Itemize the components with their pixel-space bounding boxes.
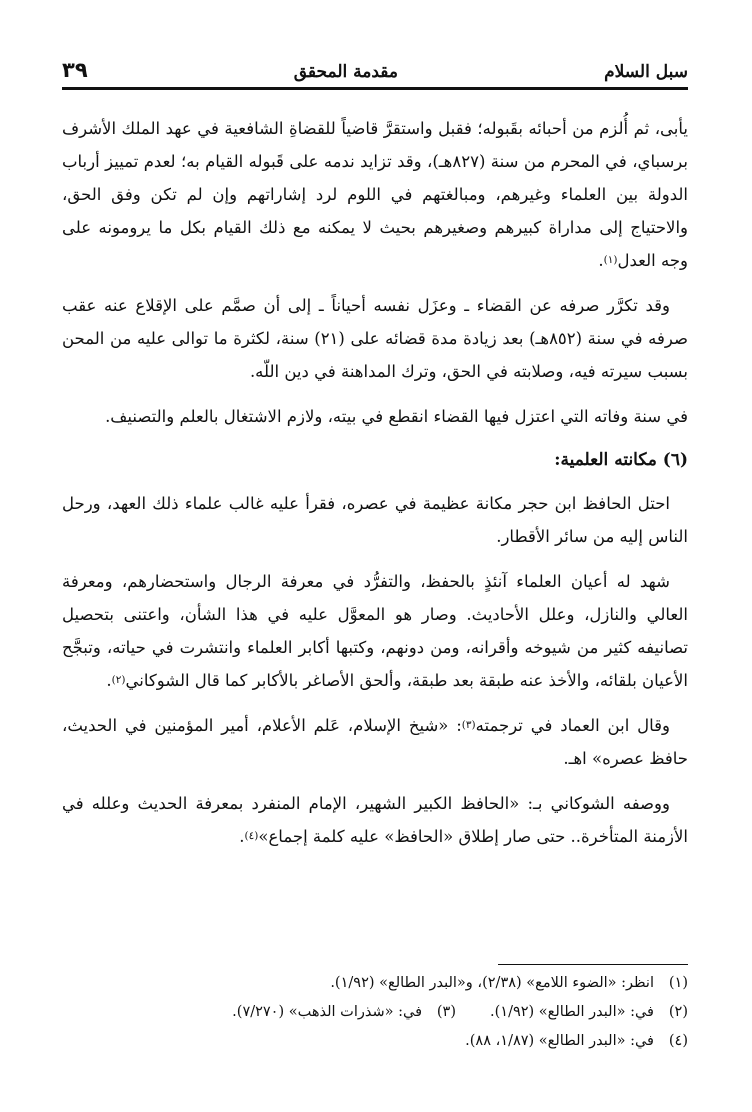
- paragraph-2: وقد تكرَّر صرفه عن القضاء ـ وعزَل نفسه أحياناً ـ إلى أن صمَّم على الإقلاع عنه عقب صرفه في سنة (٨٥٢هـ) بعد زيادة مدة قضائه على (٢١) سنة، لكثرة ما توالى عليه من المحن بسبب سيرته فيه، وصلابته في الحق، وترك المداهنة في دين اللّه.: [62, 296, 689, 381]
- footnote-4-number: (٤): [668, 1033, 688, 1049]
- footnotes: [62, 969, 688, 1056]
- paragraph-6-text-b: : «شيخ الإسلام، عَلم الأعلام، أمير المؤمنين في الحديث، حافظ عصره» اهـ.: [62, 716, 688, 768]
- footnote-2-number: (٢): [668, 1004, 688, 1020]
- running-head-chapter: مقدمة المحقق: [293, 62, 398, 82]
- footnote-rule: [498, 964, 688, 965]
- footnote-ref-4: (٤): [244, 830, 259, 842]
- header-rule: [62, 87, 688, 90]
- footnote-2-3: [62, 998, 688, 1027]
- paragraph-6-text-a: وقال ابن العماد في ترجمته: [475, 716, 670, 735]
- footnote-3-number: (٣): [436, 1004, 456, 1020]
- footnote-ref-2: (٢): [111, 674, 126, 686]
- footnote-1-text: انظر: «الضوء اللامع» (٢/٣٨)، و«البدر الطالع» (١/٩٢).: [330, 975, 654, 991]
- paragraph-7-end: .: [239, 827, 245, 846]
- footnote-ref-1: (١): [603, 254, 618, 266]
- footnote-1-number: (١): [668, 975, 688, 991]
- paragraph-3: في سنة وفاته التي اعتزل فيها القضاء انقطع في بيته، ولازم الاشتغال بالعلم والتصنيف.: [105, 407, 688, 426]
- paragraph-4: احتل الحافظ ابن حجر مكانة عظيمة في عصره، فقرأ عليه غالب علماء ذلك العهد، ورحل الناس إليه من سائر الأقطار.: [62, 494, 688, 546]
- paragraph-5-text: شهد له أعيان العلماء آنئذٍ بالحفظ، والتفرُّد في معرفة الرجال واستحضارهم، ومعرفة العالي والنازل، وعلل الأحاديث. وصار هو المعوَّل عليه في هذا الشأن، واعتنى بتحصيل تصانيفه كثير من شيوخه وأقرانه، ومن دونهم، وكتبها أكابر العلماء وانتشرت في حياته، وتبجَّح الأعيان بلقائه، والأخذ عنه طبقة بعد طبقة، وألحق الأصاغر بالأكابر كما قال الشوكاني: [62, 572, 688, 690]
- running-head-book-title: سبل السلام: [604, 62, 688, 82]
- paragraph-1: يأبى، ثم أُلزم من أحبائه بقَبوله؛ فقبل واستقرَّ قاضياً للقضاةِ الشافعية في عهد الملك الأشرف برسباي، في المحرم من سنة (٨٢٧هـ)، وقد تزايد ندمه على قَبوله القيام به؛ لعدم تمييز أرباب الدولة بين العلماء وغيرهم، ومبالغتهم في اللوم لرد إشاراتهم وإن لم تكن وفق الحق، والاحتياج إلى مداراة كبيرهم وصغيرهم بحيث لا يمكنه مع ذلك القيام بكل ما يرومونه على وجه العدل$^{(١)}$.: [62, 119, 689, 270]
- paragraph-5: شهد له أعيان العلماء آنئذٍ بالحفظ، والتفرُّد في معرفة الرجال واستحضارهم، ومعرفة العالي والنازل، وعلل الأحاديث. وصار هو المعوَّل عليه في هذا الشأن، واعتنى بتحصيل تصانيفه كثير من شيوخه وأقرانه، ومن دونهم، وكتبها أكابر العلماء وانتشرت في حياته، وتبجَّح الأعيان بلقائه، والأخذ عنه طبقة بعد طبقة، وألحق الأصاغر بالأكابر كما قال الشوكاني$^{(٢)}$.: [62, 572, 688, 690]
- paragraph-6: [62, 709, 688, 775]
- paragraph-7-text: ووصفه الشوكاني بـ: «الحافظ الكبير الشهير، الإمام المنفرد بمعرفة الحديث وعلله في الأزمنة المتأخرة.. حتى صار إطلاق «الحافظ» عليه كلمة إجماع»: [62, 794, 688, 846]
- footnote-2-text: في: «البدر الطالع» (١/٩٢).: [490, 1004, 654, 1020]
- paragraph-1-text: يأبى، ثم أُلزم من أحبائه بقَبوله؛ فقبل واستقرَّ قاضياً للقضاةِ الشافعية في عهد الملك الأشرف برسباي، في المحرم من سنة (٨٢٧هـ)، وقد تزايد ندمه على قَبوله القيام به؛ لعدم تمييز أرباب الدولة بين العلماء وغيرهم، ومبالغتهم في اللوم لرد إشاراتهم وإن لم تكن وفق الحق، والاحتياج إلى مداراة كبيرهم وصغيرهم بحيث لا يمكنه مع ذلك القيام بكل ما يرومونه على وجه العدل: [62, 119, 689, 270]
- footnote-3-text: في: «شذرات الذهب» (٧/٢٧٠).: [232, 1004, 422, 1020]
- main-text: [62, 112, 688, 865]
- section-heading: (٦) مكانته العلمية:: [554, 450, 688, 470]
- paragraph-7: [62, 787, 688, 853]
- footnote-ref-3: (٣): [461, 719, 476, 731]
- page-number: ٣٩: [62, 58, 88, 82]
- page-header: [62, 42, 688, 82]
- footnote-4-text: في: «البدر الطالع» (١/٨٧، ٨٨).: [465, 1033, 654, 1049]
- footnote-1: [62, 969, 688, 998]
- footnote-4: [62, 1027, 688, 1056]
